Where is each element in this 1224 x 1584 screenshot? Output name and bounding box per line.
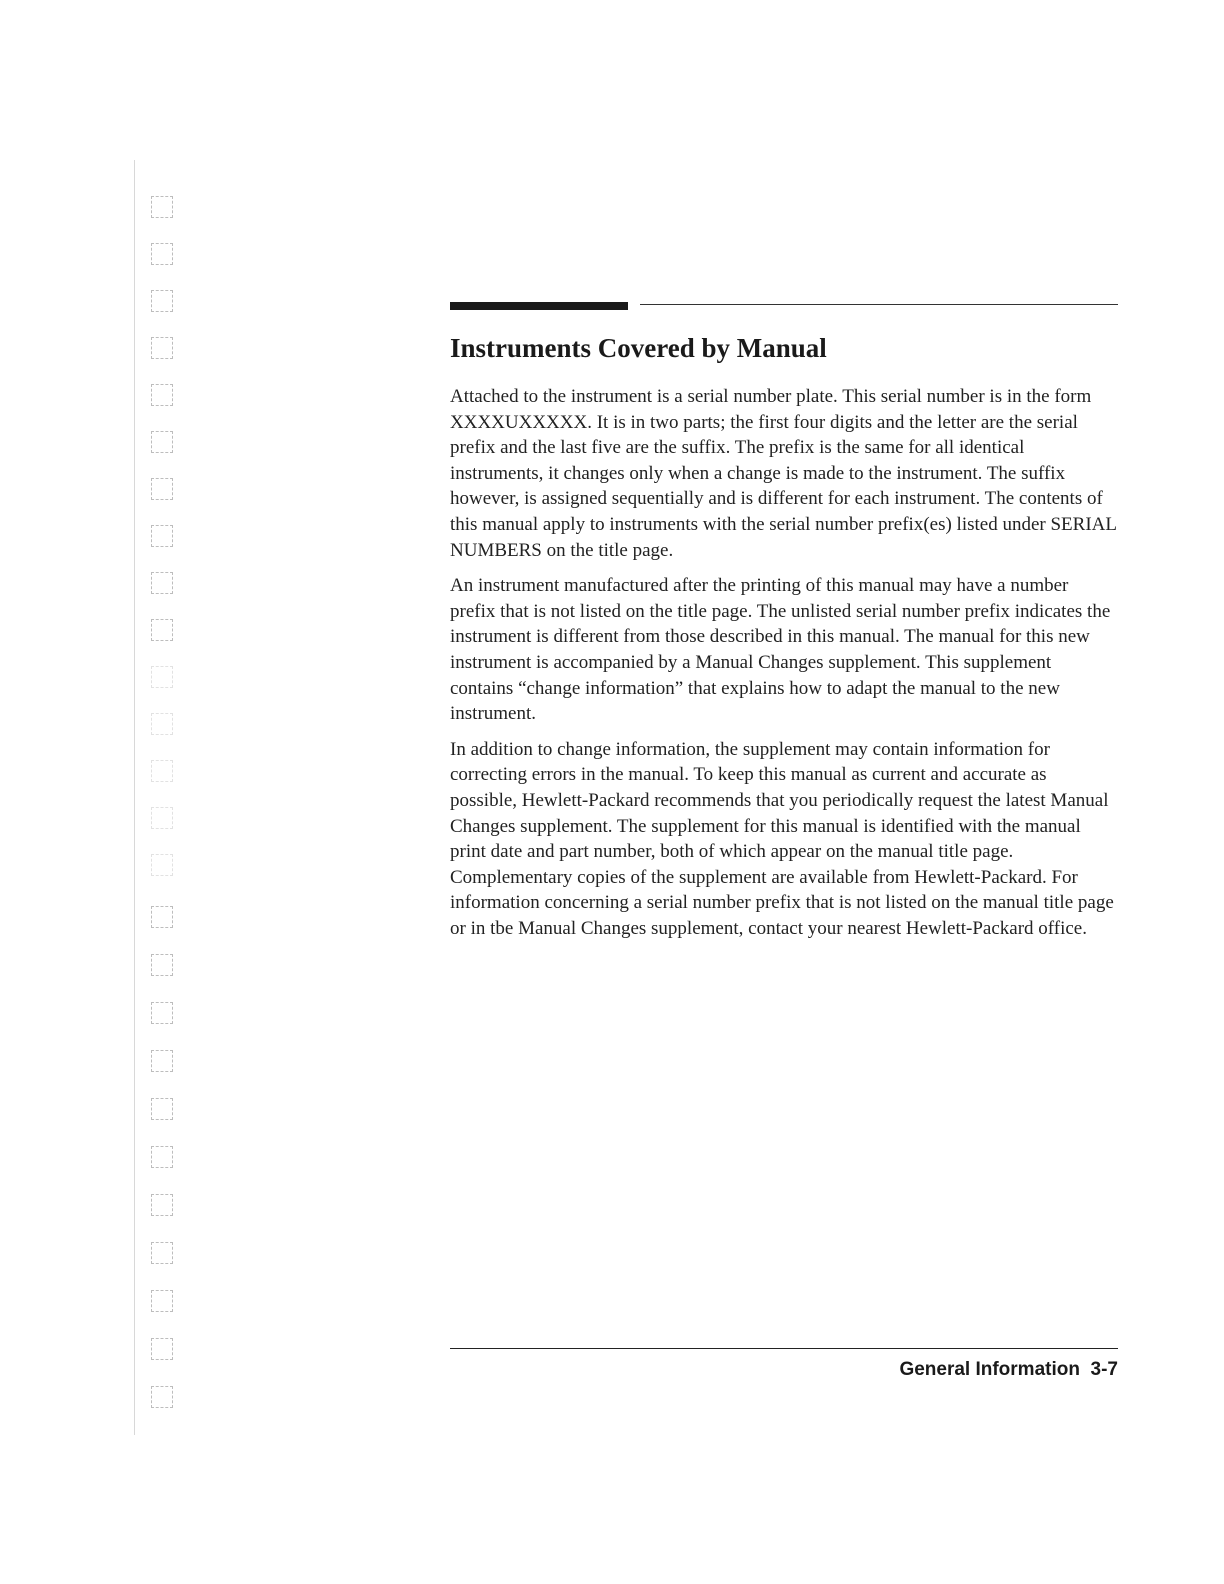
punch-hole bbox=[151, 1146, 173, 1168]
punch-hole bbox=[151, 1194, 173, 1216]
punch-hole bbox=[151, 1098, 173, 1120]
punch-hole bbox=[151, 1338, 173, 1360]
footer-page-number: 3-7 bbox=[1090, 1359, 1118, 1380]
section-title: Instruments Covered by Manual bbox=[450, 333, 827, 363]
punch-hole bbox=[151, 478, 173, 500]
punch-hole bbox=[151, 337, 173, 359]
punch-hole bbox=[151, 1002, 173, 1024]
punch-hole bbox=[151, 619, 173, 641]
punch-hole bbox=[151, 431, 173, 453]
page-footer bbox=[899, 1357, 1118, 1383]
punch-hole bbox=[151, 1050, 173, 1072]
punch-hole bbox=[151, 290, 173, 312]
footer-rule bbox=[450, 1348, 1118, 1349]
punch-hole bbox=[151, 1242, 173, 1264]
punch-hole bbox=[151, 384, 173, 406]
punch-hole bbox=[151, 1290, 173, 1312]
section-rule-thin bbox=[640, 304, 1118, 305]
paragraph-supplement-info: In addition to change information, the supplement may contain information for correcting errors in the manual. To keep this manual as current and accurate as possible, Hewlett-Packard recommends that you periodically request the latest Manual Changes supplement. The supplement for this manual is identified with the manual print date and part number, both of which appear on the manual title page. Complementary copies of the supplement are available from Hewlett-Packard. For information concerning a serial number prefix that is not listed on the manual title page or in tbe Manual Changes supplement, contact your nearest Hewlett-Packard office. bbox=[450, 738, 1114, 939]
punch-hole bbox=[151, 525, 173, 547]
punch-hole bbox=[151, 854, 173, 876]
punch-hole bbox=[151, 1386, 173, 1408]
punch-hole bbox=[151, 713, 173, 735]
punch-hole bbox=[151, 807, 173, 829]
paragraph-unlisted-prefix: An instrument manufactured after the printing of this manual may have a number prefix that is not listed on the title page. The unlisted serial number prefix indicates the instrument is different from those described in this manual. The manual for this new instrument is accompanied by a Manual Changes supplement. This supplement contains “change information” that explains how to adapt the manual to the new instrument. bbox=[450, 575, 1111, 725]
section-body bbox=[450, 384, 1118, 951]
punch-hole bbox=[151, 954, 173, 976]
punch-hole bbox=[151, 243, 173, 265]
punch-hole bbox=[151, 572, 173, 594]
punch-hole bbox=[151, 760, 173, 782]
binder-edge bbox=[134, 160, 135, 1435]
punch-hole bbox=[151, 196, 173, 218]
punch-hole bbox=[151, 906, 173, 928]
footer-section-name: General Information bbox=[899, 1359, 1080, 1380]
section-rule-thick bbox=[450, 302, 628, 310]
punch-hole bbox=[151, 666, 173, 688]
paragraph-serial-plate: Attached to the instrument is a serial number plate. This serial number is in the form XXXXUXXXXX. It is in two parts; the first four digits and the letter are the serial prefix and the last five are the suffix. The prefix is the same for all identical instruments, it changes only when a change is made to the instrument. The suffix however, is assigned sequentially and is different for each instrument. The contents of this manual apply to instruments with the serial number prefix(es) listed under SERIAL NUMBERS on the title page. bbox=[450, 386, 1117, 561]
